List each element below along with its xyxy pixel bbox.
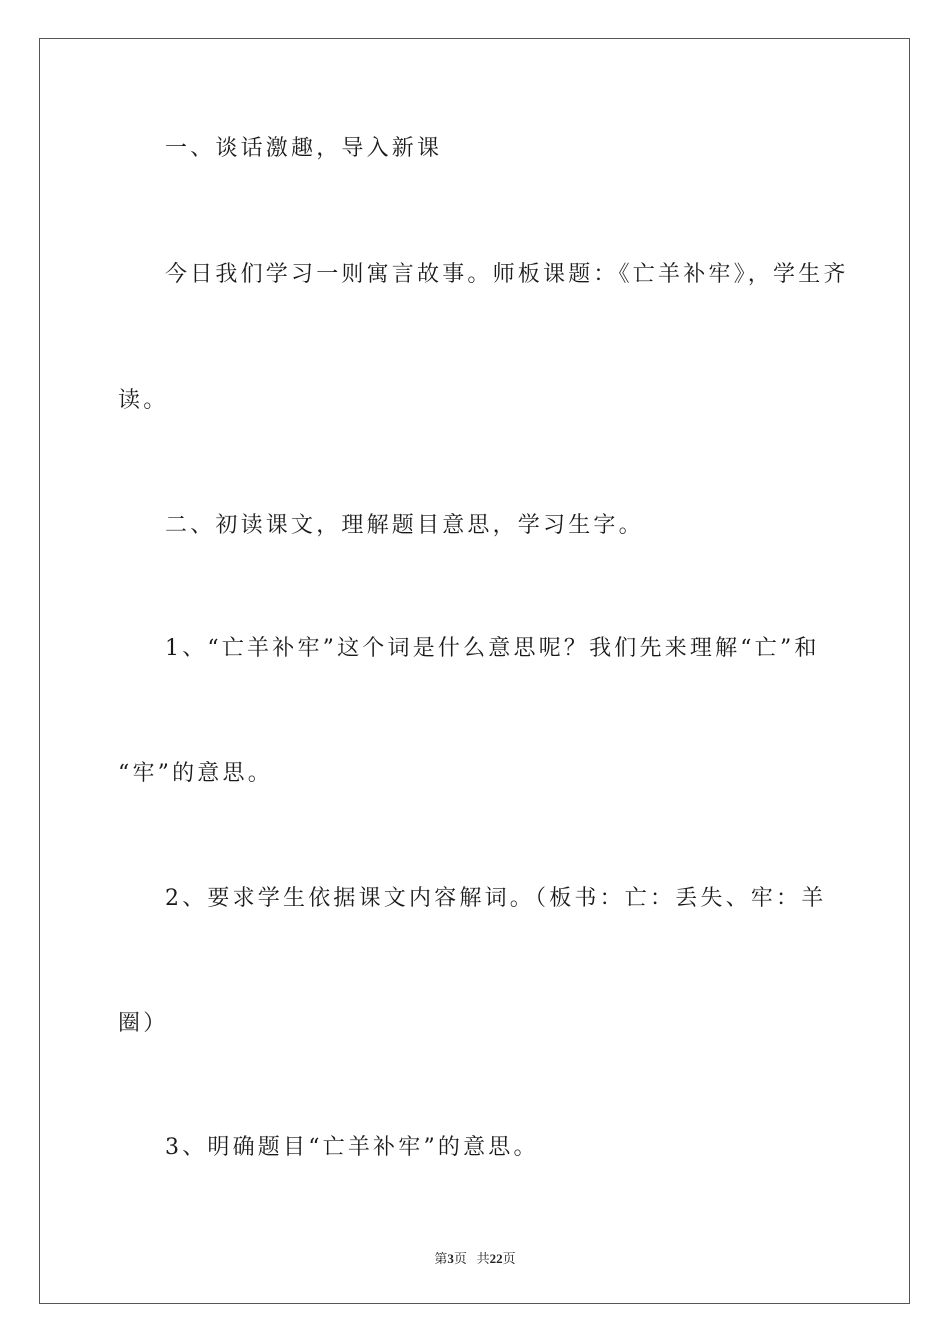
page-footer bbox=[0, 1248, 950, 1267]
page-number: 3 bbox=[447, 1251, 454, 1266]
paragraph-line: 圈） bbox=[118, 1011, 169, 1036]
paragraph-line: “牢”的意思。 bbox=[118, 761, 273, 786]
page-suffix: 页 bbox=[453, 1251, 467, 1266]
total-suffix: 页 bbox=[502, 1251, 516, 1266]
total-prefix: 共 bbox=[476, 1251, 490, 1266]
paragraph-line: 读。 bbox=[118, 388, 169, 413]
page-border bbox=[39, 38, 910, 1304]
paragraph-line: 3、明确题目“亡羊补牢”的意思。 bbox=[165, 1135, 539, 1160]
paragraph-line: 1、“亡羊补牢”这个词是什么意思呢？我们先来理解“亡”和 bbox=[165, 636, 820, 661]
heading-section-2: 二、初读课文，理解题目意思，学习生字。 bbox=[165, 513, 644, 538]
heading-section-1: 一、谈话激趣，导入新课 bbox=[165, 136, 443, 161]
paragraph-line: 今日我们学习一则寓言故事。师板课题：《亡羊补牢》，学生齐 bbox=[165, 262, 849, 287]
paragraph-line: 2、要求学生依据课文内容解词。（板书：亡：丢失、牢：羊 bbox=[165, 886, 827, 911]
page-prefix: 第 bbox=[434, 1251, 448, 1266]
total-pages: 22 bbox=[489, 1251, 503, 1266]
